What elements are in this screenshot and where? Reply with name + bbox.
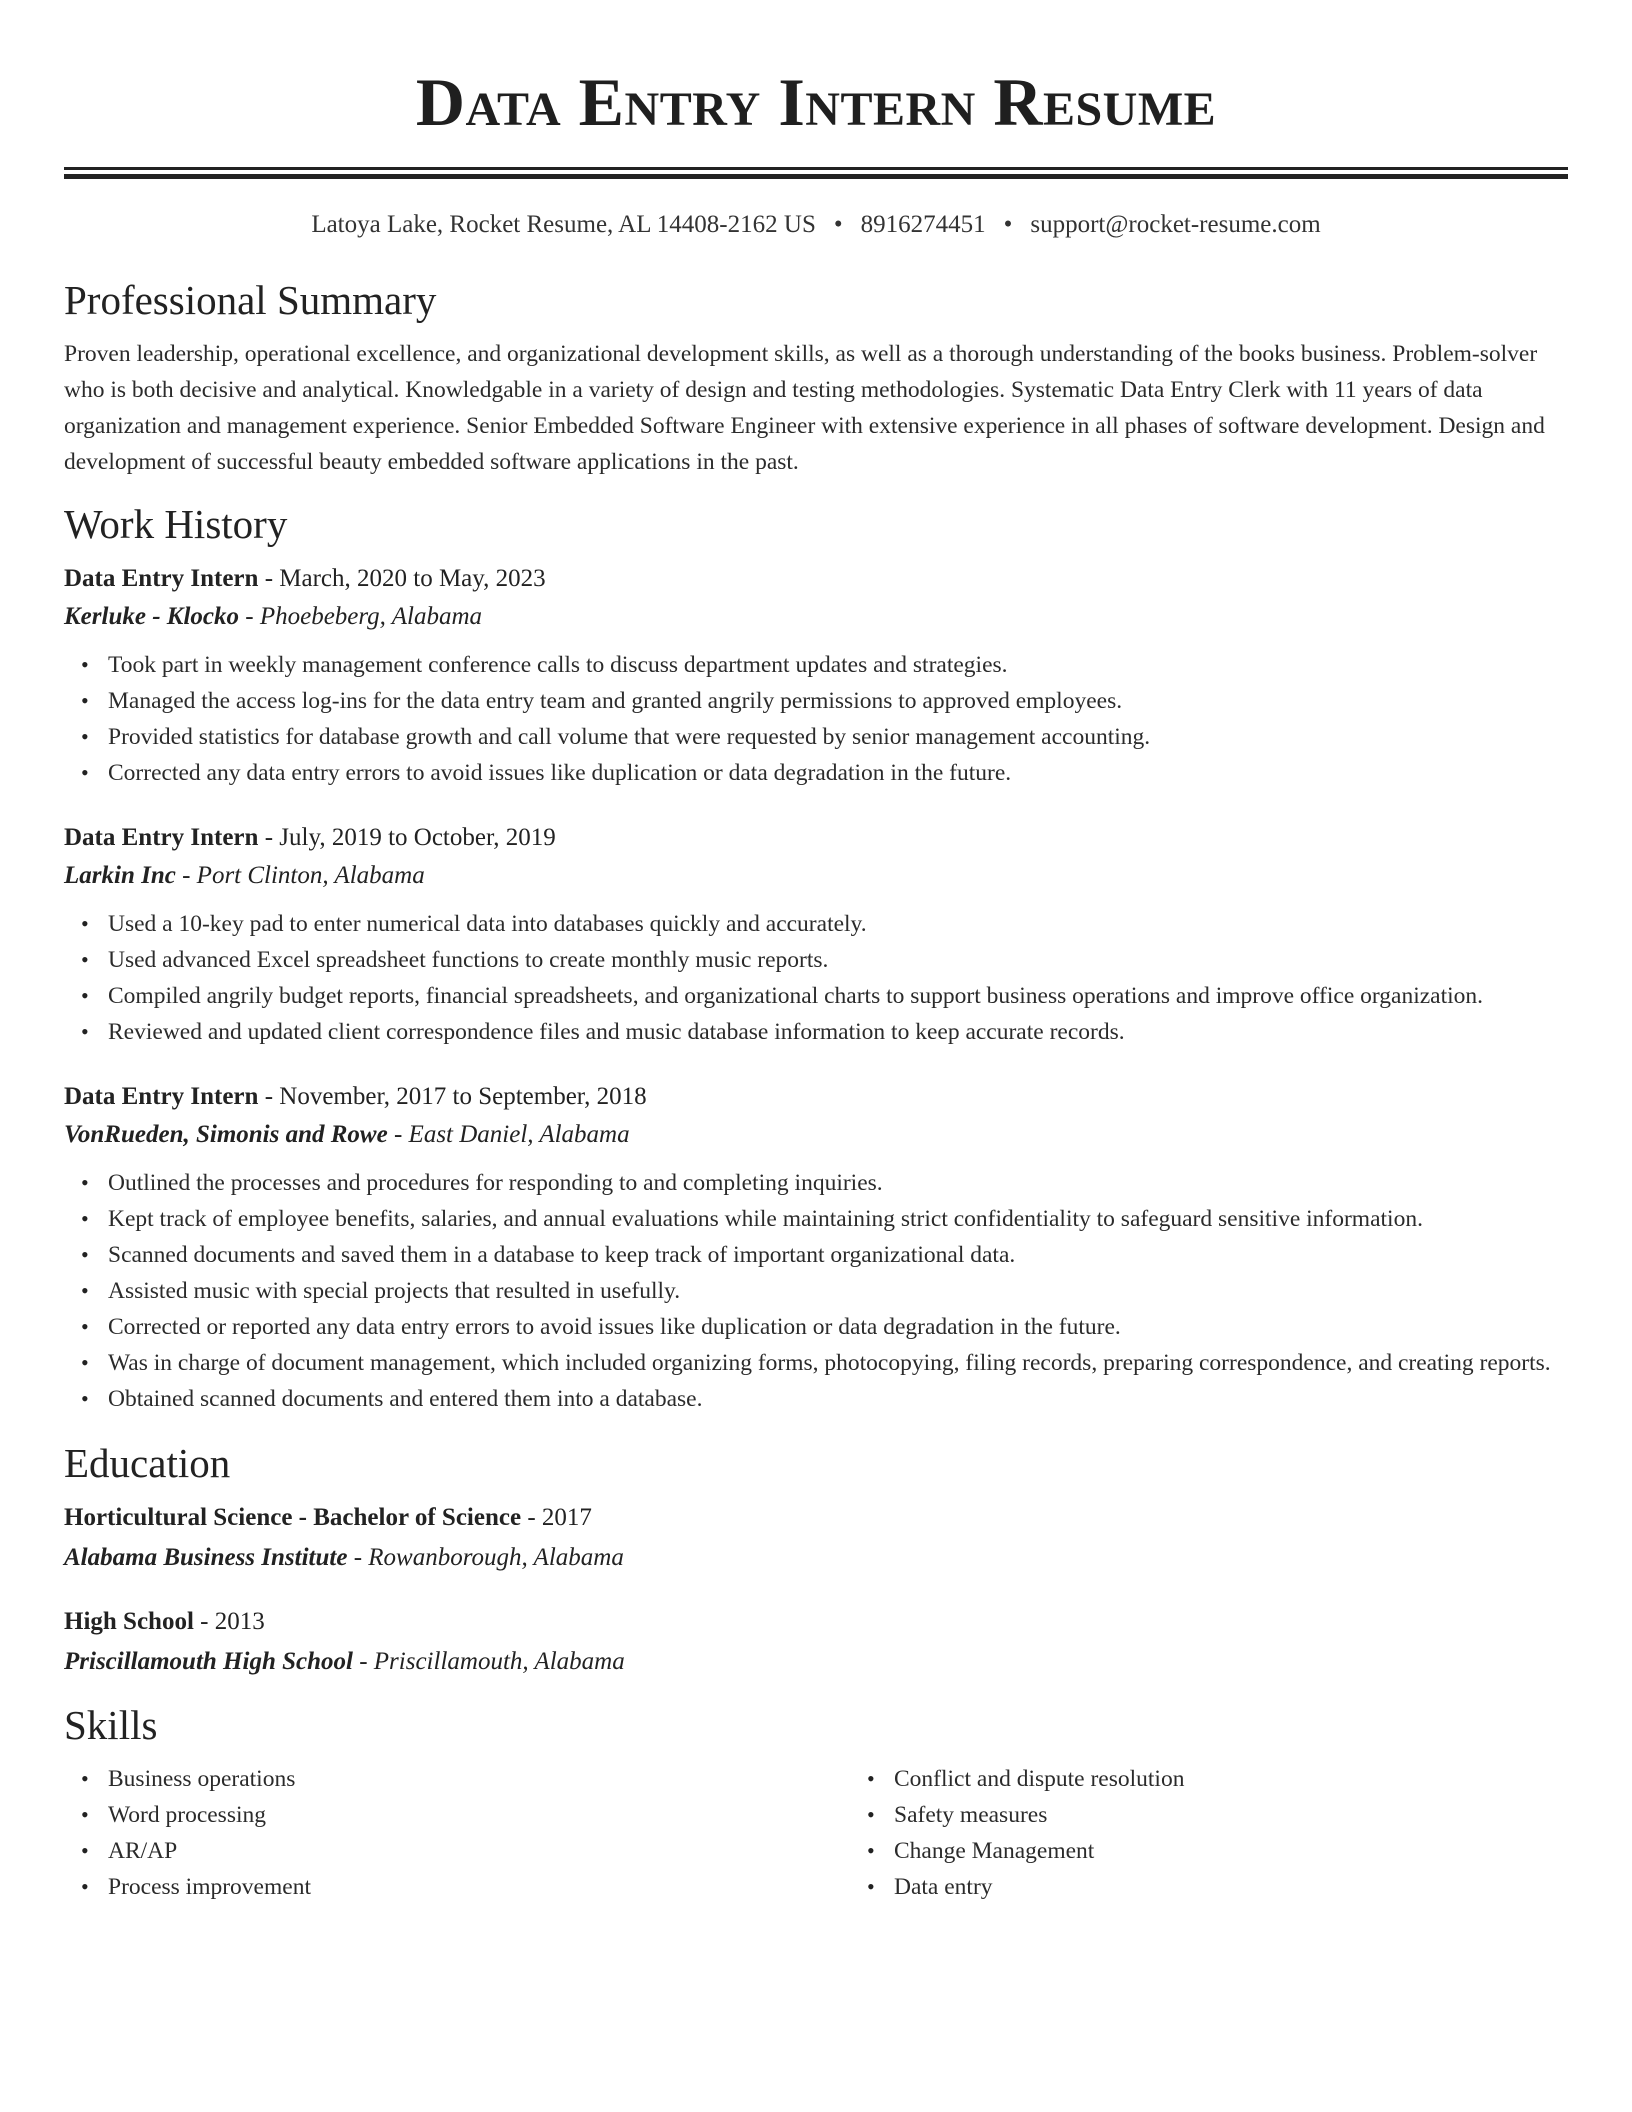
contact-line [64,209,1568,241]
job-title-line [64,821,1568,855]
job-company: Kerluke - Klocko [64,603,239,630]
work-history-heading: Work History [64,501,288,547]
education-degree-line [64,1501,1568,1535]
job-company-line [64,600,1568,634]
job-bullets [64,906,1568,1050]
resume-title: Data Entry Intern Resume [415,64,1217,140]
contact-email: support@rocket-resume.com [1030,211,1321,238]
list-item: • Reviewed and updated client correspondence files and music database information to keep accurate records. [108,1014,1568,1050]
education-location: - Rowanborough, Alabama [347,1544,624,1571]
skills-column-left [64,1761,850,1905]
list-item: • Obtained scanned documents and entered them into a database. [108,1381,1568,1417]
job-title: Data Entry Intern [64,824,259,851]
job-title-line [64,562,1568,596]
education-school: Priscillamouth High School [64,1648,353,1675]
skill-item: • Business operations [108,1761,850,1797]
skill-item: • Data entry [894,1869,1568,1905]
education-heading: Education [64,1440,231,1486]
job-company: Larkin Inc [64,862,176,889]
job-location: - Phoebeberg, Alabama [239,603,483,630]
job-company-line [64,1118,1568,1152]
education-entry [64,1605,1568,1679]
education-entry [64,1501,1568,1575]
skill-item: • Word processing [108,1797,850,1833]
skill-item: • Safety measures [894,1797,1568,1833]
skill-item: • Conflict and dispute resolution [894,1761,1568,1797]
list-item: • Compiled angrily budget reports, financial spreadsheets, and organizational charts to support business operations and improve office organization. [108,978,1568,1014]
list-item: • Corrected or reported any data entry errors to avoid issues like duplication or data degradation in the future. [108,1309,1568,1345]
contact-separator: • [1003,211,1013,238]
job-title: Data Entry Intern [64,565,259,592]
job-entry [64,562,1568,791]
education-school-line [64,1541,1568,1575]
list-item: • Managed the access log-ins for the data entry team and granted angrily permissions to approved employees. [108,683,1568,719]
education-degree-line [64,1605,1568,1639]
job-company-line [64,859,1568,893]
skill-item: • AR/AP [108,1833,850,1869]
summary-heading: Professional Summary [64,277,437,323]
list-item: • Provided statistics for database growth and call volume that were requested by senior management accounting. [108,719,1568,755]
list-item: • Used a 10-key pad to enter numerical data into databases quickly and accurately. [108,906,1568,942]
list-item: • Was in charge of document management, which included organizing forms, photocopying, filing records, preparing correspondence, and creating reports. [108,1345,1568,1381]
list-item: • Kept track of employee benefits, salaries, and annual evaluations while maintaining strict confidentiality to safeguard sensitive information. [108,1201,1568,1237]
job-location: - East Daniel, Alabama [387,1121,630,1148]
job-dates: - July, 2019 to October, 2019 [258,824,556,851]
education-location: - Priscillamouth, Alabama [352,1648,625,1675]
contact-separator: • [833,211,843,238]
skills-heading: Skills [64,1702,158,1748]
list-item: • Scanned documents and saved them in a database to keep track of important organizational data. [108,1237,1568,1273]
education-school-line [64,1645,1568,1679]
contact-address: Latoya Lake, Rocket Resume, AL 14408-2162 US [311,211,816,238]
skill-item: • Change Management [894,1833,1568,1869]
job-title: Data Entry Intern [64,1083,259,1110]
list-item: • Took part in weekly management conference calls to discuss department updates and strategies. [108,647,1568,683]
skill-item: • Process improvement [108,1869,850,1905]
skills-list [64,1761,1568,1905]
list-item: • Corrected any data entry errors to avoid issues like duplication or data degradation in the future. [108,755,1568,791]
education-year: - 2013 [193,1608,265,1635]
job-title-line [64,1080,1568,1114]
job-company: VonRueden, Simonis and Rowe [64,1121,388,1148]
job-bullets [64,1165,1568,1417]
job-dates: - November, 2017 to September, 2018 [258,1083,647,1110]
education-year: - 2017 [521,1504,592,1531]
job-entry [64,821,1568,1050]
education-degree: Horticultural Science - Bachelor of Science [64,1504,522,1531]
job-entry [64,1080,1568,1417]
job-location: - Port Clinton, Alabama [175,862,425,889]
title-divider [64,167,1568,179]
skills-column-right [850,1761,1568,1905]
list-item: • Assisted music with special projects that resulted in usefully. [108,1273,1568,1309]
job-bullets [64,647,1568,791]
list-item: • Outlined the processes and procedures for responding to and completing inquiries. [108,1165,1568,1201]
education-degree: High School [64,1608,194,1635]
summary-text: Proven leadership, operational excellence, and organizational development skills, as well as a thorough understanding of the books business. Problem-solver who is both decisive and analytical. Knowledgable in a variety of design and testing methodologies. Systematic Data Entry Clerk with 11 years of data organization and management experience. Senior Embedded Software Engineer with extensive experience in all phases of software development. Design and development of successful beauty embedded software applications in the past. [64,341,1545,475]
education-school: Alabama Business Institute [64,1544,348,1571]
contact-phone: 8916274451 [860,211,986,238]
list-item: • Used advanced Excel spreadsheet functions to create monthly music reports. [108,942,1568,978]
job-dates: - March, 2020 to May, 2023 [258,565,546,592]
